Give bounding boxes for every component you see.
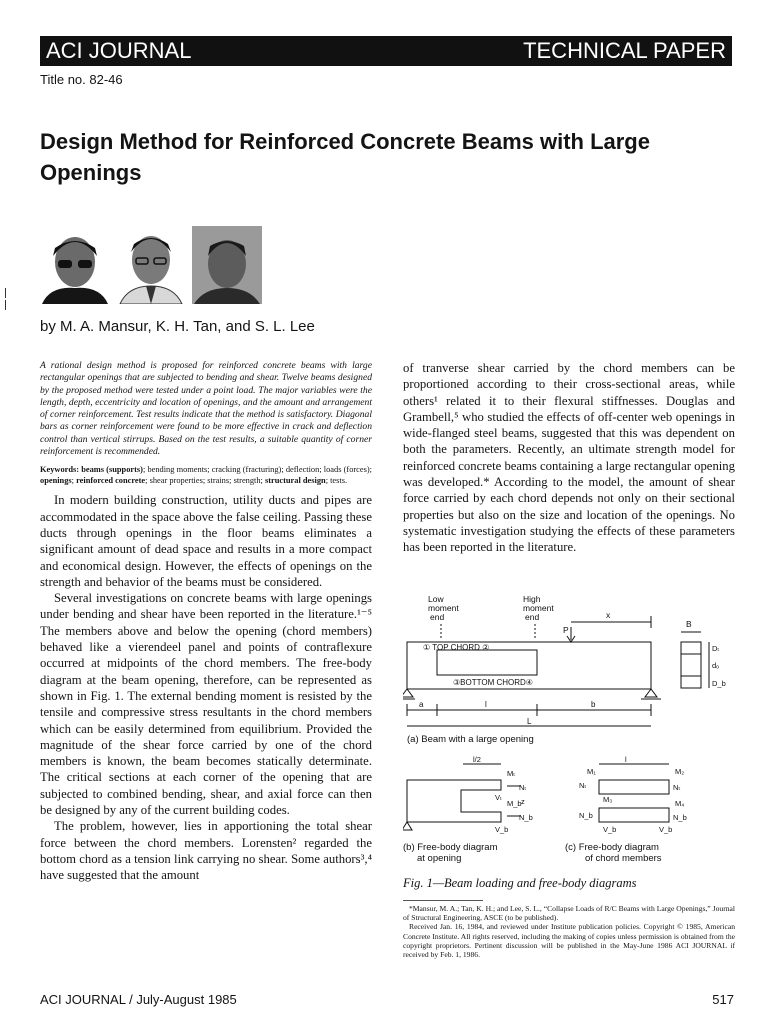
fig-caption-b2: at opening (417, 853, 462, 864)
fig-Nb: N_b (519, 813, 533, 822)
paragraph: In modern building construction, utility ducts and pipes are accommodated in the space above the false ceiling. Passing these ducts through openings in the floor beams eliminates a significant amount of dead space and results in a more compact and economical design. However, the effects of openings on the strength and behavior of the beams must be considered. (40, 493, 372, 589)
footnote-rule (403, 900, 483, 901)
body-text-left (40, 492, 372, 883)
fig-label-P: P (563, 625, 569, 635)
author-photo-2 (116, 226, 186, 304)
footer-journal: ACI JOURNAL / July-August 1985 (40, 992, 237, 1007)
keyword: ; (202, 476, 208, 486)
fig-dim-a: a (419, 700, 424, 709)
fig-Mt: Mₜ (507, 769, 516, 778)
keyword: shear properties (149, 476, 203, 486)
fig-Vb: V_b (495, 825, 509, 834)
fig-Vb-c2: V_b (659, 825, 673, 834)
journal-name: ACI JOURNAL (46, 38, 192, 63)
keyword: loads (forces) (323, 465, 370, 475)
fig-caption-b1: (b) Free-body diagram (403, 842, 498, 853)
free-body-c (599, 764, 669, 822)
keyword: bending moments (147, 465, 208, 475)
fig-z: z (521, 797, 525, 806)
keyword: strains (207, 476, 230, 486)
fig-Db: D_b (712, 679, 726, 688)
fig-label-low-end: end (430, 612, 445, 622)
fig-Dt: Dₜ (712, 644, 720, 653)
keyword: ; (260, 476, 265, 486)
paragraph: of tranverse shear carried by the chord members can be proportioned according to their cross-sectional areas, while others¹ related it to their flexural stiffnesses. Douglas and Grambell,⁵ who studied the effects of off-center web openings in wide-flanged steel beams, suggested that this was dependent on both the parameters. Recently, an ultimate strength model for reinforced concrete beams containing a large rectangular opening was developed.* According to the model, the amount of shear force carried by each chord depends not only on their sectional properties but also on the size and location of the openings. No systematic investigation studying the effects of these parameters has been reported in the literature. (403, 361, 735, 555)
fig-label-low-moment: moment (428, 603, 459, 613)
paragraph: The problem, however, lies in apportioning the total shear force between the chord members. Lorensten² regarded the bottom chord as a tension link carrying no shear. Some authors³,⁴ have suggested that the amount (40, 819, 372, 883)
fig-Mb: M_b (507, 799, 522, 808)
fig-label-high: High (523, 594, 541, 604)
fig-M1: M₁ (587, 767, 596, 776)
fig-M4: M₄ (675, 799, 685, 808)
fig-half-l: l/2 (473, 755, 481, 764)
keyword: ; (71, 476, 77, 486)
keyword: strength (233, 476, 261, 486)
keyword: ; (325, 476, 331, 486)
fig-caption-c1: (c) Free-body diagram (565, 842, 659, 853)
keyword: ; (145, 476, 150, 486)
keyword: openings (40, 476, 72, 486)
keyword: ; (142, 465, 148, 475)
footnote-copyright: Received Jan. 16, 1984, and reviewed under Institute publication policies. Copyright © 1985, American Concrete Institute. All rights reserved, including the making of copies unless permission is obtained from the copyright proprietors. Pertinent discussion will be published in the May-June 1986 ACI JOURNAL if received by Feb. 1, 1986. (403, 922, 735, 960)
fig-caption-c2: of chord members (585, 853, 662, 864)
fig-M2: M₂ (675, 767, 685, 776)
fig-dim-b: b (591, 700, 596, 709)
fig-Vb-c: V_b (603, 825, 617, 834)
paragraph: Several investigations on concrete beams with large openings under bending and shear have been reported in the literature.¹⁻⁵ The members above and below the opening (chord members) behaved like a vierendeel panel and points of contraflexure occurred at midpoints of the chord members. The free-body diagram at the beam opening, therefore, can be represented as shown in Fig. 1. The external bending moment is resisted by the tensile and compressive stress resultants in the chord members which can be easily determined from equilibrium. Provided the magnitude of the shear force carried by one of the chord members is known, the beam becomes statically determinate. The critical sections at each corner of the opening that are subjected to combined bending, shear, and axial force can then be designed by any of the current building codes. (40, 591, 372, 818)
keyword: ; (229, 476, 234, 486)
keywords-label: Keywords: (40, 465, 80, 475)
margin-mark (5, 300, 6, 310)
keyword: ; (319, 465, 324, 475)
title-number: Title no. 82-46 (40, 72, 123, 87)
fig-label-B: B (686, 619, 692, 629)
keywords (40, 464, 372, 486)
body-text-right (403, 360, 735, 556)
fig-bottom-chord: ③BOTTOM CHORD④ (453, 678, 533, 687)
beam-elevation (403, 616, 661, 726)
footnote-reference: *Mansur, M. A.; Tan, K. H.; and Lee, S. L., “Collapse Loads of R/C Beams with Large Openings,” Journal of Structural Engineering, ASCE (to be published). (403, 904, 735, 923)
fig-Vt: Vₜ (495, 793, 503, 802)
fig-Nb-c2: N_b (673, 813, 687, 822)
author-photo-3 (192, 226, 262, 304)
author-photo-1 (40, 226, 110, 304)
fig-dim-L: L (527, 717, 532, 726)
journal-banner (40, 36, 732, 66)
keywords-list (40, 465, 372, 485)
keyword: ; (281, 465, 286, 475)
fig-do: dₒ (712, 661, 720, 670)
fig-top-chord: ① TOP CHORD ② (423, 643, 490, 652)
title-line-1: Design Method for Reinforced Concrete Beams with Large (40, 129, 650, 154)
fig-label-low: Low (428, 594, 444, 604)
footnotes (403, 904, 735, 959)
fig-label-x: x (606, 610, 611, 620)
keyword: ; (369, 465, 372, 475)
left-column (40, 360, 372, 884)
keyword: ; (207, 465, 212, 475)
abstract: A rational design method is proposed for reinforced concrete beams with large rectangular openings that are subjected to bending and shear. Twelve beams designed by the proposed method were tested under a point load. The major variables were the length, depth, eccentricity and location of openings, and the amount and arrangement of corner reinforcement. Test results indicate that the method is satisfactory. Diagonal bars as corner reinforcement were found to be more effective in crack and deflection control than vertical stirrups. Based on the test results, a suitable quantity of corner reinforcement is recommended. (40, 360, 372, 458)
cross-section (681, 632, 709, 688)
keyword: beams (supports) (81, 465, 143, 475)
fig-label-high-moment: moment (523, 603, 554, 613)
keyword: reinforced concrete (76, 476, 146, 486)
fig-Nt-c2: Nₜ (673, 783, 681, 792)
keyword: cracking (fracturing) (211, 465, 282, 475)
free-body-b (403, 764, 521, 830)
margin-mark (5, 288, 6, 298)
fig-label-high-end: end (525, 612, 540, 622)
page-number: 517 (712, 992, 734, 1007)
figure-1 (403, 594, 735, 864)
fig-Nb-c: N_b (579, 811, 593, 820)
right-column (403, 360, 735, 556)
fig-caption-a: (a) Beam with a large opening (407, 734, 534, 745)
keyword: deflection (285, 465, 320, 475)
paper-title (40, 126, 730, 188)
fig-dim-l: l (485, 700, 487, 709)
fig-Nt-c: Nₜ (579, 781, 587, 790)
author-photos (40, 226, 270, 304)
keyword: tests. (330, 476, 348, 486)
fig-M3: M₃ (603, 795, 613, 804)
fig-Nt: Nₜ (519, 783, 527, 792)
section-label: TECHNICAL PAPER (523, 38, 726, 63)
fig-full-l: l (625, 755, 627, 764)
keyword: structural design (264, 476, 326, 486)
figure-caption: Fig. 1—Beam loading and free-body diagrams (403, 876, 637, 890)
author-byline: by M. A. Mansur, K. H. Tan, and S. L. Lee (40, 318, 315, 335)
title-line-2: Openings (40, 160, 142, 185)
